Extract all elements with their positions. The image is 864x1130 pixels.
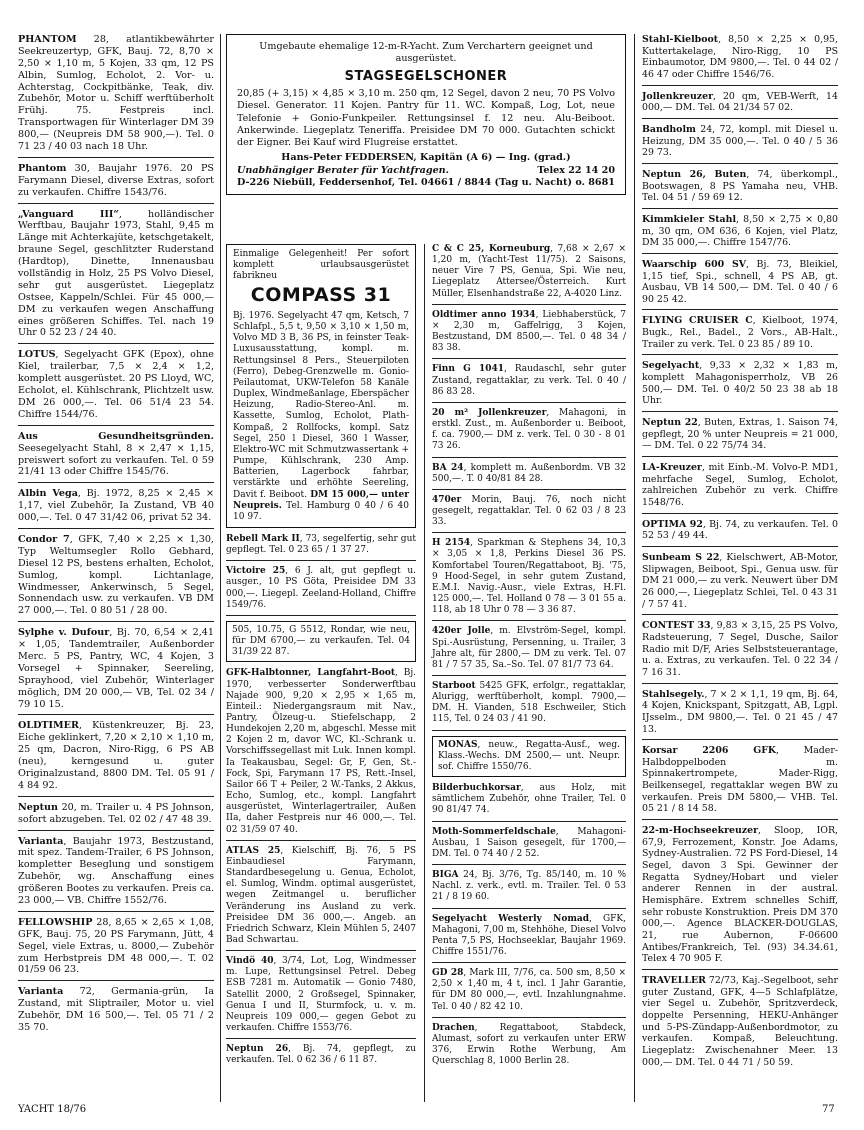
ad-text: , Mader-Halbdoppelboden m. Spinnakertrompete, Mader-Rigg, Beilkensegel, regattaklar wegen BW zu verkaufen. Preis DM 5800,— VHB. Tel. 05 21 / 8 14 58. [642,745,838,815]
classified-ad [432,783,626,821]
ad-headline: Sunbeam S 22 [642,551,720,563]
classified-ad [18,720,214,796]
ad-headline: Korsar 2206 GFK [642,745,777,757]
ad-text: , GFK, Mahagoni, 7,00 m, Stehhöhe, Diesel Volvo Penta 7,5 PS, Hochseeklar, Baujahr 1969. Chiffre 1551/76. [432,913,626,957]
ad-headline: Neptun 26, Buten [642,168,747,180]
ad-headline: Segelyacht Westerly Nomad [432,913,589,924]
classified-ad [642,620,838,683]
ad-text: , Kielboot, 1974, Bugk., Rel., Badel., 2 Vors., AB-Halt., Trailer zu verk. Tel. 0 23 85 / 89 10. [642,315,838,350]
ad-text: , neuw., Regatta-Ausf., weg. Klass.-Wechs. DM 2500,— unt. Neupr. sof. Chiffre 1550/76. [438,739,620,772]
compass-title: COMPASS 31 [250,284,392,307]
classified-ad [18,917,214,981]
ad-text: , mit Einb.-M. Volvo-P. MD1, mehrfache Segel, Sumlog, Echolot, zahlreichen Zubehör zu verk. Chiffre 1548/76. [642,462,838,508]
classified-ad [18,34,214,158]
ad-text: , 8,50 × 2,25 × 0,95, Kuttertakelage, Niro-Rigg, 10 PS Einbaumotor, DM 9800,—. Tel. 0 44 02 / 46 47 oder Chiffre 1546/76. [642,34,838,80]
ad-text: 72/73, Kaj.-Segelboot, sehr guter Zustand, GFK, 4—5 Schlafplätze, vier Segel u. Zubehör, Spritzverdeck, doppelte Persenning, HEKU-Anhänger und 5-PS-Zündapp-Außenbordmotor, zu verkaufen. Kompaß, Beleuchtung. Liegeplatz: Zwischenahner Meer. 13 000,— DM. Tel. 0 44 71 / 50 59. [642,974,838,1068]
classified-ad [432,495,626,533]
classified-ad [432,1023,626,1072]
ad-headline: TRAVELLER [642,974,706,986]
ad-text: 505, 10.75, G 5512, Rondar, wie neu, für DM 6700,— zu verkaufen. Tel. 04 31/39 22 87. [232,624,410,658]
ad-headline: Kimmkieler Stahl [642,213,737,225]
classified-ad [226,534,416,561]
classified-ad [432,244,626,305]
schoner-title: STAGSEGELSCHONER [344,68,508,84]
ad-text: , Mahagoni, in erstkl. Zust., m. Außenborder u. Beiboot, f. ca. 7900,— DM z. verk. Tel. 0 30 - 8 01 73 26. [432,407,627,452]
ad-headline: Phantom [18,162,67,174]
compass-price: DM 15 000,— unter Neupreis. [233,489,409,511]
ad-headline: ATLAS 25 [226,845,281,856]
classified-ad [642,745,838,820]
classified-ad [642,360,838,412]
column-2-ads [226,534,416,1071]
ad-text: 24, Bj. 3/76, Tg. 85/140, m. 10 % Nachl. z. verk., evtl. m. Trailer. Tel. 0 53 21 / 8 19 60. [432,870,626,903]
ad-headline: H 2154 [432,538,471,549]
ad-headline: PHANTOM [18,34,77,45]
ad-text: , Bj. 1970, verbesserter Sonderwerftbau Najade 900, 9,20 × 2,95 × 1,65 m, Einteil.: Niedergangsraum mit Nav., Pantry, Ölzeug-u. Stiefelschapp, 2 Hundekojen 2,20 m, abgeschl. Messe mit 2 Kojen 2 m, davor WC, Kl.-Schrank u. Vorschiffssegellast mit Luk. Innen kompl. Ia Teakausbau, Segel: Gr, F, Gen, St.-Fock, Spi, Farymann 17 PS, Rett.-Insel, Sailor 66 T + Peiler, 2 W.-Tanks, 2 Akkus, Echo, Sumlog, etc., kompl. Langfahrt ausgerüstet, Winterlagertrailer, Außen IIa, daher Festpreis nur 46 000,—. Tel. 02 31/59 07 40. [226,668,416,835]
schoner-contact-role: Unabhängiger Berater für Yachtfragen. [237,164,449,176]
classified-ad [432,827,626,865]
classified-ad [18,534,214,622]
ad-headline: Drachen [432,1022,475,1033]
classified-ad [432,914,626,964]
ad-headline: FLYING CRUISER C [642,315,753,327]
ad-text: , Bj. 74, zu verkaufen. Tel. 0 52 53 / 49 44. [642,518,838,542]
ad-text: , Kielschwert, AB-Motor, Slipwagen, Beiboot, Spi., Genua usw. für DM 21 000,— zu verk. Neuwert über DM 26 000,—, Liegeplatz Schlei, Tel. 0 43 31 / 7 57 41. [642,551,838,610]
ad-text: Morin, Bauj. 76, noch nicht gesegelt, regattaklar. Tel. 0 62 03 / 8 23 33. [432,494,626,528]
ad-headline: Neptun 22 [642,417,698,429]
ad-text: , aus Holz, mit sämtlichem Zubehör, ohne Trailer, Tel. 0 90 81/47 74. [432,783,626,816]
ad-headline: 20 m² Jollenkreuzer [432,407,547,418]
classified-ad [642,91,838,119]
ad-text: , Bj. 73, Bleikiel, 1,15 tief, Spi., schnell, 4 PS AB, gt. Ausbau, VB 14 500,— DM. Tel. 0 40 / 6 90 25 42. [642,258,838,305]
classified-ad [432,626,626,676]
ad-text: , Sloop, IOR, 67,9, Ferrozement, Konstr. Joe Adams, Sydney-Australien. 72 PS Ford-Diesel, 14 Segel, davon 3 Spi. Gewinner der Regatta Sydney/Hobart und vieler anderer Rennen in der austral. Hemisphäre. Extrem schnelles Schiff, sehr robuste Konstruktion. Preis DM 370 000,—. Agence BLACKER-DOUGLAS, 21, rue Aubernon, F-06600 Antibes/Frankreich, Tel. (93) 34.34.61, Telex 4 70 905 F. [642,825,838,965]
ad-headline: Aus Gesundheitsgründen. [18,430,214,442]
ad-text: , 9,33 × 2,32 × 1,83 m, komplett Mahagonisperrholz, VB 26 500,— DM. Tel. 0 40/2 50 23 38 ab 18 Uhr. [642,360,838,407]
classified-ad [642,169,838,209]
ad-headline: Jollenkreuzer [642,90,714,102]
classified-ad [642,975,838,1072]
ad-text: , Buten, Extras, 1. Saison 74, gepflegt, 20 % unter Neupreis = 21 000,— DM. Tel. 0 22 75/74 34. [642,417,838,452]
classified-ad [432,968,626,1018]
ad-text: , Segelyacht GFK (Epox), ohne Kiel, trailerbar, 7,5 × 2,4 × 1,2, komplett ausgerüstet. 20 PS Lloyd, WC, Echolot, el. Kühlschrank, Plichtzelt usw. DM 26 000,—. Tel. 06 51/4 23 54. Chiffre 1544/76. [18,349,214,420]
ad-text: , Regattaboot, Stabdeck, Alumast, sofort zu verkaufen unter ERW 376, Erwin Rothe Werbung, Am Querschlag 8, 1000 Berlin 28. [432,1022,626,1067]
ad-text: 24, 72, kompl. mit Diesel u. Heizung, DM 35 000,—. Tel. 0 40 / 5 36 29 73. [642,123,838,159]
classified-ad [642,259,838,311]
classified-ad [432,310,626,360]
ad-text: , Mark III, 7/76, ca. 500 sm, 8,50 × 2,50 × 1,40 m, 4 t, incl. 1 Jahr Garantie, für DM 80 000,—, evtl. Inzahlungnahme. Tel. 0 40 / 82 42 10. [432,968,626,1012]
column-rule [634,34,635,1102]
schoner-body: 20,85 (+ 3,15) × 4,85 × 3,10 m. 250 qm, 12 Segel, davon 2 neu, 70 PS Volvo Diesel. Generator. 11 Kojen. Pantry für 11. WC. Kompaß, Log, Lot, neue Telefonie + Gonio-Funkpeiler. Rettungsinsel f. 12 neu. Alu-Beiboot. Ankerwinde. Liegeplatz Teneriffa. Preisidee DM 70 000. Gutachten schickt der Eigner. Bei Kauf wird Flugreise erstattet. [237,88,615,149]
page-number: 77 [822,1104,835,1115]
ad-headline: Albin Vega [18,488,78,500]
classified-ad [18,802,214,831]
schoner-contact-address: D-226 Niebüll, Feddersenhof, Tel. 04661 / 8844 (Tag u. Nacht) o. 8681 [237,177,615,189]
classified-ad [432,681,626,731]
ad-text: , GFK, 7,40 × 2,25 × 1,30, Typ Weltumsegler Rollo Gebhard, Diesel 12 PS, bestens erhalten, Echolot, Sumlog, kompl. Lichtanlage, Windmesser, Ankerwinsch, 5 Segel, Sonnendach usw. zu verkaufen. VB DM 27 000,—. Tel. 0 80 51 / 28 00. [18,533,214,617]
ad-headline: FELLOWSHIP [18,916,93,928]
classified-ad [226,846,416,951]
classified-ad [642,124,838,164]
classified-ad [642,34,838,86]
classifieds-column-4 [642,34,838,1077]
ad-text: , 20 qm, VEB-Werft, 14 000,— DM. Tel. 04 21/34 57 02. [642,90,838,114]
classified-ad [18,163,214,204]
ad-headline: Finn G 1041 [432,364,505,375]
ad-headline: Oldtimer anno 1934 [432,309,536,320]
ad-headline: Stahl-Kielboot [642,34,719,45]
column-rule [220,34,221,1102]
classified-ad [642,214,838,254]
classified-ad [226,1044,416,1070]
ad-text: 72, Germania-grün, Ia Zustand, mit Sliptrailer, Motor u. viel Zubehör, DM 16 500,—. Tel. 05 71 / 2 35 70. [18,986,214,1034]
compass-body [233,311,409,523]
compass-tail: Tel. Hamburg 0 40 / 6 40 10 97. [233,500,409,522]
ad-text: 28, atlantikbewährter Seekreuzertyp, GFK, Bauj. 72, 8,70 × 2,50 × 1,10 m, 5 Kojen, 33 qm, 12 PS Albin, Sumlog, Echolot, 2. Vor- u. Achterstag, Cockpitbänke, Teak, div. Zubehör, Motor u. Schiff werftüberholt Frühj. 75. Festpreis incl. Transportwagen für Winterlager DM 39 800,— (Neupreis DM 58 900,—). Tel. 0 71 23 / 40 03 nach 18 Uhr. [18,34,214,153]
compass-ad-box [226,244,416,528]
classified-ad [18,986,214,1038]
ad-headline: 420er Jolle [432,626,491,637]
classified-ad [18,349,214,425]
ad-text: , Kielschiff, Bj. 76, 5 PS Einbaudiesel Farymann, Standardbesegelung u. Genua, Echolot, el. Sumlog, Windm. optimal ausgerüstet, wegen Zeitmangel u. beruflicher Veränderung ins Ausland zu verk. Preisidee DM 36 000,—. Angeb. an Friedrich Schwarz, Klein Mühlen 5, 2407 Bad Schwartau. [226,845,417,945]
ad-headline: CONTEST 33 [642,620,711,632]
ad-text: 5425 GFK, erfolgr., regattaklar, Alurigg, werftüberholt, kompl. 7900,— DM. H. Vianden, 518 Eschweiler, Stich 115, Tel. 0 24 03 / 41 90. [432,681,626,725]
ad-text: , 9,83 × 3,15, 25 PS Volvo, Radsteuerung, 7 Segel, Dusche, Sailor Radio mit D/F, Aries Selbststeuerantage, u. a. Extras, zu verkaufen. Tel. 0 22 34 / 7 16 31. [642,620,838,678]
ad-text: 28, 8,65 × 2,65 × 1,08, GFK, Bauj. 75, 20 PS Farymann, Jütt, 4 Segel, viele Extras, u. 8000,— Zubehör zum Herbstpreis DM 48 000,—. T. 02 01/59 06 23. [18,916,214,976]
ad-headline: LOTUS [18,349,56,361]
ad-headline: Waarschip 600 SV [642,258,747,270]
ad-text: , Baujahr 1973, Bestzustand, mit spez. Tandem-Trailer, 6 PS Johnson, kompletter Beseglung und sonstigem Zubehör, wg. Anschaffung eines größeren Bootes zu verkaufen. Preis ca. 23 000,— VB. Chiffre 1552/76. [18,835,214,906]
ad-headline: GD 28 [432,968,464,979]
classifieds-column-2 [226,244,416,1076]
ad-headline: Bandholm [642,123,696,135]
classified-ad [18,431,214,484]
classified-ad [642,689,838,741]
classifieds-column-1 [18,34,214,1043]
classified-ad [432,463,626,490]
classified-ad [18,627,214,715]
column-rule [424,244,425,1102]
ad-headline: Varianta [18,986,64,998]
ad-headline: Segelyacht [642,360,700,372]
ad-text: , Raudaschl, sehr guter Zustand, regattaklar, zu verk. Tel. 0 40 / 86 83 28. [432,364,626,397]
classified-ad [226,668,416,840]
classified-ad [432,408,626,458]
ad-text: , m. Elvström-Segel, kompl. Spi.-Ausrüstung, Persenning, u. Trailer, 3 Jahre alt, für 2800,— DM zu verk. Tel. 07 81 / 7 57 35, Sa.–So. Tel. 07 81/7 73 64. [432,626,626,670]
ad-headline: 470er [432,494,462,505]
classified-ad [432,736,626,777]
ad-headline: MONAS [438,739,478,750]
ad-headline: BA 24 [432,462,464,473]
ad-text: , 7,68 × 2,67 × 1,20 m, (Yacht-Test 11/75). 2 Saisons, neuer Vire 7 PS, Genua, Spi. Wie neu, Liegeplatz Attersee/Österreich. Kurt Müller, Elsenhandstraße 22, A-4020 Linz. [432,244,627,299]
ad-text: , Liebhaberstück, 7 × 2,30 m, Gaffelrigg, 3 Kojen, Bestzustand, DM 8500,—. Tel. 0 48 34 / 83 38. [432,309,626,354]
classified-ad [642,315,838,355]
ad-headline: C & C 25, Korneuburg [432,244,551,254]
classified-ad [18,488,214,529]
ad-headline: Moth-Sommerfeldschale [432,826,556,837]
compass-intro: Einmalige Gelegenheit! Per sofort komplett urlaubsausgerüstet fabrikneu [233,249,409,282]
ad-headline: Rebell Mark II [226,533,300,544]
ad-text: , Bj. 70, 6,54 × 2,41 × 1,05, Tandemtrailer, Außenborder Merc. 5 PS, Pantry, WC, 4 Kojen, 3 Vorsegel + Spinnaker, Seereling, Sprayhood, viel Zubehör, Winterlager möglich, DM 20 000,— VB, Tel. 02 34 / 79 10 15. [18,627,214,710]
ad-headline: OPTIMA 92 [642,518,703,530]
classified-ad [432,870,626,908]
classified-ad [18,836,214,912]
classified-ad [642,462,838,514]
ad-text: , 6 J. alt, gut gepflegt u. ausger., 10 PS Göta, Preisidee DM 33 000,—. Liegepl. Zeeland-Holland, Chiffre 1549/76. [226,566,416,610]
ad-text: , komplett m. Außenbordm. VB 32 500,—. T. 0 40/81 84 28. [432,462,626,484]
ad-text: , 74, überkompl., Bootswagen, 8 PS Yamaha neu, VHB. Tel. 04 51 / 59 69 12. [642,168,838,204]
classified-ad [432,364,626,402]
compass-body-text: Bj. 1976. Segelyacht 47 qm, Ketsch, 7 Schlafpl., 5,5 t, 9,50 × 3,10 × 1,50 m, Volvo MD 3 B, 36 PS, in feinster Teak-Luxusausstattung, kompl. m. Rettungsinsel 8 Pers., Steuerpiloten (Ferro), Debeg-Grenzwelle m. Gonio-Peilautomat, UKW-Telefon 58 Kanäle Duplex, Windmeßanlage, Eberspächer Heizung, Radio-Stereo-Anl. m. Kassette, Sumlog, Echolot, Plath-Kompaß, 2 Rollfocks, kompl. Satz Segel, 250 l Diesel, 360 l Wasser, Elektro-WC mit Schmutzwassertank + Pumpe, Kühlschrank, 230 Amp. Batterien, Lagerbock fahrbar, verstärkte und erhöhte Seereling, Davit f. Beiboot. [233,311,409,500]
classifieds-column-3 [432,244,626,1076]
ad-text: , holländischer Werftbau, Baujahr 1973, Stahl, 9,45 m Länge mit Achterkajüte, ketschgetakelt, braune Segel, geschlitzter Ruderstand (Hardtop), Dinette, Innenausbau vollständig in Holz, 25 PS Volvo Diesel, sehr gut ausgerüstet. Liegeplatz Ostsee, Kappeln/Schlei. Für 45 000,— DM zu verkaufen wegen Anschaffung eines größeren Schiffes. Tel. nach 19 Uhr 0 52 23 / 24 40. [18,208,214,339]
ad-text: , Sparkman & Stephens 34, 10,3 × 3,05 × 1,8, Perkins Diesel 36 PS. Komfortabel Touren/Regattaboot, Bj. '75, 9 Hood-Segel, in sehr gutem Zustand, E.M.I. Navig.-Ausr., viele Extras, H.Fl. 125 000,—. Tel. Holland 0 78 — 3 01 55 a. 118, ab 18 Uhr 0 78 — 3 36 87. [432,538,626,616]
ad-headline: BIGA [432,870,459,881]
ad-headline: „Vanguard III“ [18,208,119,220]
magazine-issue: YACHT 18/76 [18,1104,87,1115]
classified-ad [642,519,838,547]
schoner-contact-name: Hans-Peter FEDDERSEN, Kapitän (A 6) — Ing. (grad.) [281,152,571,164]
ad-headline: Sylphe v. Dufour [18,627,110,639]
ad-text: , 73, segelfertig, sehr gut gepflegt. Tel. 0 23 65 / 1 37 27. [226,533,416,556]
ad-headline: Condor 7 [18,533,70,545]
schoner-intro: Umgebaute ehemalige 12-m-R-Yacht. Zum Verchartern geeignet und ausgerüstet. [259,41,593,65]
ad-text: Seesegelyacht Stahl, 8 × 2,47 × 1,15, preiswert sofort zu verkaufen. Tel. 0 59 21/41 13 oder Chiffre 1545/76. [18,442,214,478]
schoner-ad-box [226,34,626,195]
ad-text: , 8,50 × 2,75 × 0,80 m, 30 qm, OM 636, 6 Kojen, viel Platz, DM 35 000,—. Chiffre 1547/76. [642,213,838,249]
ad-headline: GFK-Halbtonner, Langfahrt-Boot [226,668,395,679]
classified-ad [226,566,416,616]
ad-headline: Bilderbuchkorsar [432,783,521,794]
ad-text: , 7 × 2 × 1,1, 19 qm, Bj. 64, 4 Kojen, Knickspant, Spitzgatt, AB, Lgpl. IJsselm., DM 9800,—. Tel. 0 21 45 / 47 13. [642,688,838,735]
ad-text: , 3/74, Lot, Log, Windmesser m. Lupe, Rettungsinsel Petrel. Debeg ESB 7281 m. Automatik — Gonio 7480, Satellit 2000, 2 Großsegel, Spinnaker, Genua I und II, Sturmfock, u. v. m. Neupreis 109 000,— gegen Gebot zu verkaufen. Chiffre 1553/76. [226,956,416,1034]
classified-ad [642,825,838,970]
ad-headline: Victoire 25 [226,566,286,577]
classified-ad [18,209,214,345]
classified-ad [642,417,838,457]
ad-headline: Stahlsegely. [642,688,705,700]
ad-text: , Mahagoni-Ausbau, 1 Saison gesegelt, für 1700,— DM. Tel. 0 74 40 / 2 52. [432,826,626,859]
classified-ad [642,552,838,615]
ad-headline: Neptun [18,801,58,813]
ad-headline: LA-Kreuzer [642,462,702,474]
ad-text: 20, m. Trailer u. 4 PS Johnson, sofort abzugeben. Tel. 02 02 / 47 48 39. [18,801,214,825]
ad-headline: Varianta [18,835,64,847]
ad-text: , Bj. 1972, 8,25 × 2,45 × 1,17, viel Zubehör, Ia Zustand, VB 40 000,—. Tel. 0 47 31/42 06, privat 52 34. [18,488,214,524]
schoner-telex: Telex 22 14 20 [537,164,615,176]
ad-headline: 22-m-Hochseekreuzer [642,825,759,837]
classified-ad [226,956,416,1039]
classified-ad [226,621,416,662]
ad-text: , Bj. 74, gepflegt, zu verkaufen. Tel. 0 62 36 / 6 11 87. [226,1044,416,1066]
classified-ad [432,538,626,621]
ad-headline: Vindö 40 [226,956,274,967]
ad-headline: Starboot [432,681,476,691]
ad-text: , Küstenkreuzer, Bj. 23, Eiche geklinkert, 7,20 × 2,10 × 1,10 m, 25 qm, Dacron, Niro-Rigg, 6 PS AB (neu), kerngesund u. guter Originalzustand, 8800 DM. Tel. 05 91 / 4 84 92. [18,720,214,791]
classifieds-column-2-top [226,34,626,201]
ad-headline: OLDTIMER [18,720,79,732]
ad-headline: Neptun 26 [226,1044,289,1055]
ad-text: 30, Baujahr 1976. 20 PS Farymann Diesel, diverse Extras, sofort zu verkaufen. Chiffre 1543/76. [18,162,214,198]
